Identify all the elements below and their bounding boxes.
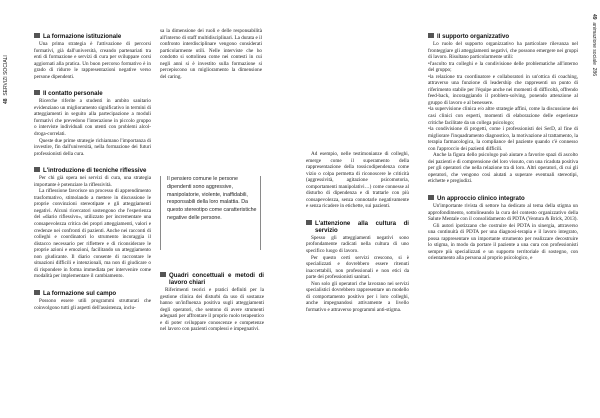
- section-marker-icon: [428, 33, 434, 38]
- paragraph: Queste due prime strategie richiamano l'importanza di investire, fin dall'università, nella formazione dei futuri professionisti della cura.: [34, 137, 151, 157]
- paragraph: Ad esempio, nelle testimonianze di colleghi, emerge come il superamento della rappresentazione della tossicodipendenza come vizio o colpa permetta di riconoscere le criticità (aggressività, agitazione psicomotoria, comportamenti manipolativi…) come connesse al disturbo di dipendenza e di trattarle con più consapevolezza, senza connotarle negativamente e senza ricadere in etichette, sui pazienti.: [306, 151, 409, 210]
- section-title: L'introduzione di tecniche riflessive: [43, 167, 151, 174]
- column-1: [34, 33, 151, 311]
- pull-quote: [160, 176, 261, 250]
- paragraph: Per chi già opera nei servizi di cura, una strategia importante è potenziare la riflessività.: [34, 175, 151, 188]
- list-item: •la condivisione di progetti, come i professionisti dei SerD, al fine di migliorare l'inquadramento diagnostico, la motivazione al trattamento, la terapia farmacologica, la compliance del paziente quando c'è connesso con l'approccio dei pazienti difficili.: [428, 126, 578, 152]
- section-marker-icon: [34, 290, 40, 295]
- section-marker-icon: [34, 167, 40, 172]
- paragraph: La riflessione favorisce un processo di apprendimento trasformativo, stimolando a mettere in discussione le proprie convinzioni stereotipate e gli atteggiamenti negativi. Alcuni ricercatori sostengono che l'esperienza del «diario riflessivo», utilizzato per incrementare una consapevolezza critica dei propri atteggiamenti, valori e credenze nei confronti di pazienti. Anche nei racconti di colleghi e coordinatori lo strumento incoraggia il distacco necessario per riflettere e di riconsiderare le proprie azioni e emozioni, facilitando un atteggiamento non giudicante. Il diario consente di raccontare le situazioni difficili e intenzionali, ma non di giudicare o di rispondere in forma immediata per intervenire come modalità per implementare il cambiamento.: [34, 188, 151, 280]
- section-marker-icon: [306, 220, 312, 225]
- section-marker-icon: [34, 33, 40, 38]
- paragraph: Possono essere utili programmi strutturati che coinvolgono tutti gli aspetti dell'assistenza, inclu-: [34, 297, 151, 311]
- list-item: •l'ascolto tra colleghi e la condivisione delle problematiche all'interno del gruppo;: [428, 60, 578, 74]
- paragraph: Lo ruolo del supporto organizzativo ha particolare rilevanza nel fronteggiare gli atteggiamenti negativi, che possono emergere nei gruppi di lavoro. Risultano particolarmente utili:: [428, 41, 578, 61]
- section-title: La formazione sul campo: [43, 290, 151, 297]
- paragraph: sa la dimensione dei ruoli e delle responsabilità all'interno di staff multidisciplinari. La durata e il confronto interdisciplinare vengono considerati particolarmente utili. Nelle interviste che ho condotto si sottolinea come nei contesti in cui negli anni si è investito sulla formazione si percepiscono un miglioramento la dimensione del caring.: [160, 28, 262, 80]
- column-4: [428, 33, 578, 262]
- list-item: •la relazione tra coordinatore e collaboratori in un'ottica di coaching, attraverso una funzione di leadership che rappresenti un punto di riferimento stabile per l'équipe anche nei momenti di difficoltà, offrendo feed-back, incoraggiando il problem-solving, ponendo attenzione al gruppo di lavoro e al benessere.: [428, 73, 578, 106]
- column-2: [160, 28, 262, 80]
- running-head-left: [2, 14, 10, 104]
- paragraph: Un'importante rivista di settore ha dedicato al tema della stigma un approfondimento, sottolineando la cura del contesto organizzativo della Salute Mentale con il consolidamento di PDTA (Ventura & Brick, 2013).: [428, 203, 578, 223]
- section-title: Il contatto personale: [43, 90, 151, 97]
- section-marker-icon: [428, 195, 434, 200]
- column-2-lower: [160, 272, 264, 333]
- journal-label-right: animazione sociale: [591, 22, 597, 65]
- paragraph: Gli autori ipotizzano che costruire dei PDTA in sinergia, attraverso una continuità di PDTA per una diagnosi-terapia e il lavoro integrato, possa rappresentare un importante strumento per realizzare decostruire lo stigma, in modo da portare il paziente a una cura con professionisti sempre più specializzati e un supporto territoriale di sostegno, con orientamento alla persona al proprio psicologico, e: [428, 222, 578, 262]
- paragraph: Per questo certi servizi crescono, si è specializzati e dovrebbero essere ritenuti inaccettabili, non professionali e non etici da parte dei professionisti sanitari.: [306, 254, 409, 281]
- section-title: Un approccio clinico integrato: [437, 195, 578, 202]
- section-title: L'attenzione alla cultura di servizio: [315, 220, 409, 234]
- paragraph: Ricerche riferite a studenti in ambito sanitario evidenziano un miglioramento significativo in termini di atteggiamenti in seguito alla partecipazione a moduli formativi che prevedono l'interazione in piccolo gruppo o interviste individuali con utenti con problemi alcol-droga-correlati.: [34, 98, 151, 138]
- running-head-right: [590, 14, 598, 104]
- pull-quote-text: Il pensiero comune le persone dipendenti sono aggressive, manipolatorie, violente, inaffidabili, responsabili della loro malattia. Da questo stereotipo come caratteristiche negative delle persone.: [167, 176, 257, 221]
- paragraph: Anche la figura dello psicologo può aiutare a favorire spazi di ascolto dei pazienti e di comprensione del loro vissuto, con una ricaduta positiva per gli operatori che nella relazione tra di loro. Altri operatori, di cui gli operatori, che vengono così aiutati a superare eventuali stereotipi, etichette e pregiudizi.: [428, 152, 578, 185]
- paragraph: Una prima strategia è l'attivazione di percorsi formativi, già dall'università, creando partenariati tra enti di formazione e servizi di cura per sviluppare corsi aggiornati alla pratica. Un buon percorso formativo è in grado di ridurre le rappresentazioni negative verso persone dipendenti.: [34, 41, 151, 80]
- issue-number: 286: [591, 67, 597, 76]
- section-marker-icon: [34, 90, 40, 95]
- column-3: [306, 151, 409, 313]
- list-item: •la supervisione clinica e/o altre strategie affini, come la discussione dei casi clinici con esperti, momenti di elaborazione delle esperienze critiche facilitate da un collega psicologo;: [428, 106, 578, 126]
- section-title: La formazione istituzionale: [43, 33, 151, 40]
- paragraph: Riferimenti teorici e pratici definiti per la gestione clinica dei disturbi da uso di sostanze hanno un'influenza positiva sugli atteggiamenti degli operatori, che sentono di avere strumenti adeguati per affrontare il proprio ruolo terapeutico e di poter sviluppare conoscenze e competenze nel lavoro con pazienti complessi e impegnativi.: [160, 287, 264, 333]
- page-number-right: 49: [591, 14, 597, 20]
- paragraph: Non solo gli operatori che lavorano nei servizi specialistici dovrebbero rappresentare un modello di comportamento positivo per i loro colleghi, anche impegnandosi attivamente a livello formativo e attraverso programmi anti-stigma.: [306, 280, 409, 313]
- section-title: Il supporto organizzativo: [437, 33, 578, 40]
- section-marker-icon: [160, 272, 166, 277]
- paragraph: Spesso gli atteggiamenti negativi sono profondamente radicati nella cultura di uno specifico luogo di lavoro.: [306, 234, 409, 255]
- section-title: Quadri concettuali e metodi di lavoro chiari: [169, 272, 264, 286]
- page-number-left: 48: [3, 98, 9, 104]
- journal-label-left: SERVIZI SOCIALI: [3, 55, 9, 96]
